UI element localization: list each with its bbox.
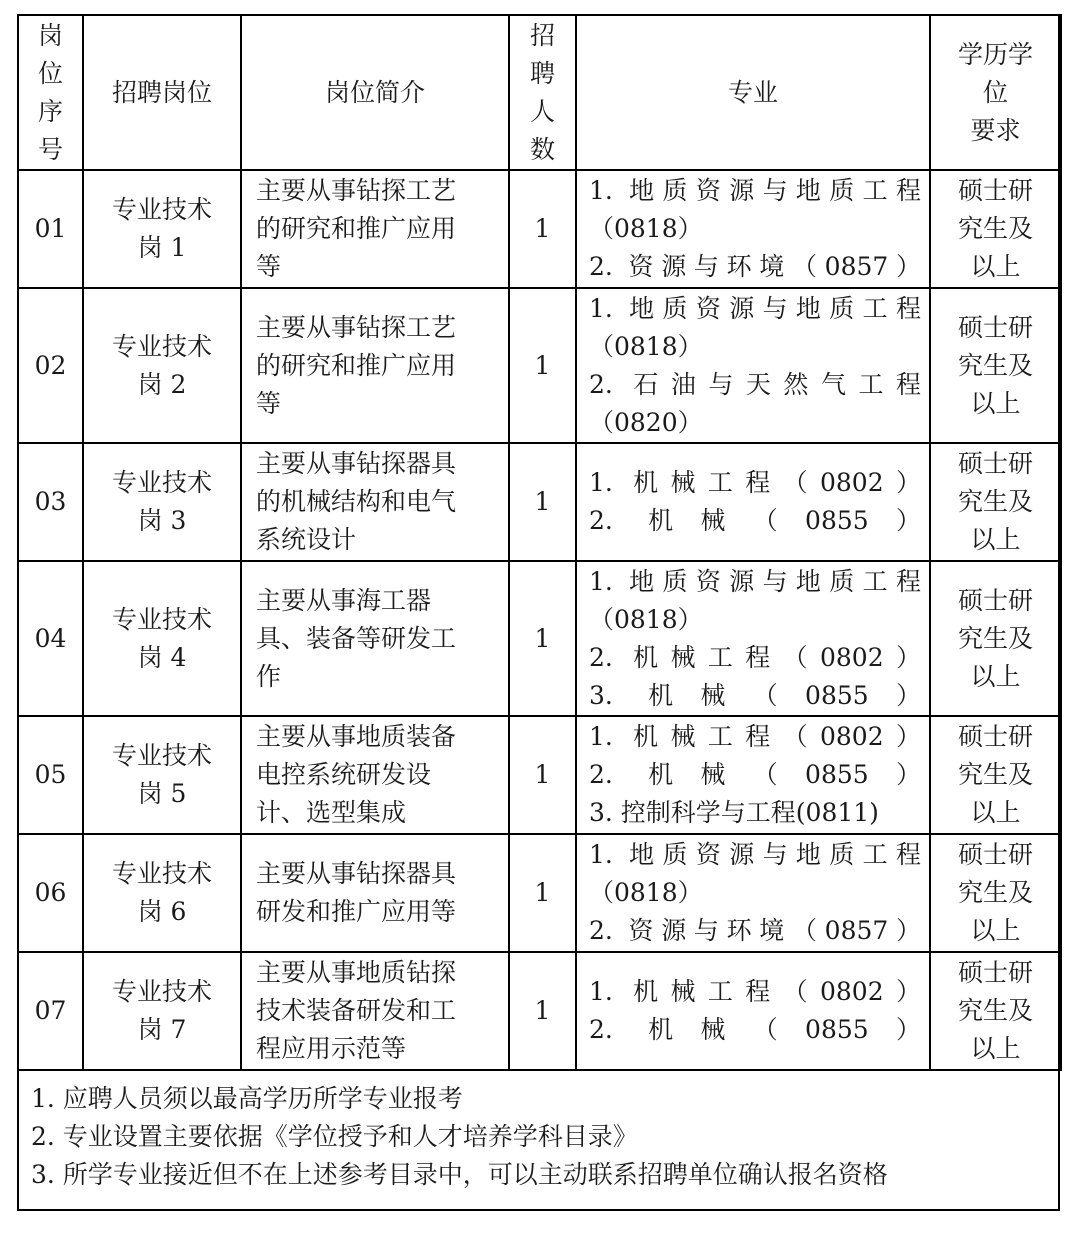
cell-line: 岗 6 bbox=[137, 897, 187, 926]
header-seq: 岗位序号 bbox=[18, 15, 83, 170]
cell-line: 究生及 bbox=[957, 487, 1033, 516]
cell-line: 专业技术 bbox=[111, 468, 212, 497]
cell-line: 1. 地质资源与地质工程 bbox=[589, 566, 921, 596]
cell-line: 专业技术 bbox=[111, 977, 212, 1006]
cell-degree bbox=[930, 952, 1061, 1070]
cell-count: 1 bbox=[509, 561, 576, 716]
recruitment-table bbox=[17, 14, 1062, 1071]
cell-line: 的研究和推广应用 bbox=[256, 214, 457, 243]
cell-line: 究生及 bbox=[957, 878, 1033, 907]
header-major: 专业 bbox=[576, 15, 930, 170]
cell-major bbox=[576, 952, 930, 1070]
cell-line: 以上 bbox=[970, 916, 1021, 945]
cell-line: 硕士研 bbox=[957, 176, 1033, 205]
cell-line: 硕士研 bbox=[957, 585, 1033, 615]
cell-line: 3. 机械（0855） bbox=[589, 680, 921, 710]
cell-line: 1. 地质资源与地质工程 bbox=[589, 840, 921, 869]
cell-line: 的研究和推广应用 bbox=[256, 350, 457, 380]
cell-line: 1. 机械工程（0802） bbox=[589, 977, 921, 1006]
cell-count: 1 bbox=[509, 170, 576, 288]
table-row bbox=[18, 716, 1061, 834]
cell-line: 2. 资源与环境（0857） bbox=[589, 252, 921, 281]
cell-line: 2. 机械工程（0802） bbox=[589, 642, 921, 672]
cell-line: 等 bbox=[256, 252, 282, 281]
cell-line: 专业技术 bbox=[111, 741, 212, 770]
cell-seq: 07 bbox=[18, 952, 83, 1070]
cell-desc bbox=[241, 443, 509, 561]
cell-line: 硕士研 bbox=[957, 312, 1033, 342]
cell-line: 1. 机械工程（0802） bbox=[589, 722, 921, 751]
cell-line: 主要从事地质装备 bbox=[256, 722, 457, 751]
cell-degree bbox=[930, 716, 1061, 834]
cell-line: 究生及 bbox=[957, 623, 1033, 653]
cell-degree bbox=[930, 288, 1061, 443]
cell-line: 3. 控制科学与工程(0811) bbox=[589, 798, 879, 827]
cell-line: 主要从事钻探工艺 bbox=[256, 312, 457, 342]
cell-line: 岗 3 bbox=[137, 506, 187, 535]
cell-line: 硕士研 bbox=[957, 840, 1033, 869]
cell-line: 硕士研 bbox=[957, 958, 1033, 987]
cell-line: 的机械结构和电气 bbox=[256, 487, 457, 516]
cell-line: 等 bbox=[256, 388, 282, 418]
cell-line: 以上 bbox=[970, 661, 1021, 691]
cell-line: 主要从事钻探器具 bbox=[256, 449, 457, 478]
cell-post bbox=[83, 716, 241, 834]
cell-line: 以上 bbox=[970, 525, 1021, 554]
cell-desc bbox=[241, 561, 509, 716]
cell-line: 专业技术 bbox=[111, 604, 212, 634]
cell-line: 专业技术 bbox=[111, 859, 212, 888]
cell-count: 1 bbox=[509, 716, 576, 834]
cell-line: 1. 地质资源与地质工程 bbox=[589, 176, 921, 205]
cell-line: 岗 2 bbox=[137, 369, 187, 399]
header-post: 招聘岗位 bbox=[83, 15, 241, 170]
cell-count: 1 bbox=[509, 443, 576, 561]
cell-line: 岗 7 bbox=[137, 1015, 187, 1044]
header-degree: 学历学 位 要求 bbox=[930, 15, 1061, 170]
cell-line: 具、装备等研发工 bbox=[256, 623, 457, 653]
cell-line: 1. 地质资源与地质工程 bbox=[589, 293, 921, 323]
cell-line: 究生及 bbox=[957, 996, 1033, 1025]
cell-line: 究生及 bbox=[957, 350, 1033, 380]
header-desc: 岗位简介 bbox=[241, 15, 509, 170]
cell-desc bbox=[241, 952, 509, 1070]
cell-post bbox=[83, 952, 241, 1070]
cell-line: 硕士研 bbox=[957, 722, 1033, 751]
cell-count: 1 bbox=[509, 288, 576, 443]
cell-major bbox=[576, 716, 930, 834]
cell-major bbox=[576, 443, 930, 561]
cell-degree bbox=[930, 561, 1061, 716]
table-row bbox=[18, 952, 1061, 1070]
cell-line: 研发和推广应用等 bbox=[256, 897, 457, 926]
table-row bbox=[18, 561, 1061, 716]
header-count: 招聘人数 bbox=[509, 15, 576, 170]
cell-seq: 04 bbox=[18, 561, 83, 716]
cell-line: 电控系统研发设 bbox=[256, 760, 432, 789]
cell-post bbox=[83, 561, 241, 716]
cell-seq: 06 bbox=[18, 834, 83, 952]
cell-degree bbox=[930, 170, 1061, 288]
table-row bbox=[18, 834, 1061, 952]
cell-line: 究生及 bbox=[957, 760, 1033, 789]
cell-major bbox=[576, 170, 930, 288]
cell-desc bbox=[241, 170, 509, 288]
cell-seq: 03 bbox=[18, 443, 83, 561]
cell-post bbox=[83, 288, 241, 443]
cell-post bbox=[83, 170, 241, 288]
cell-line: （0818） bbox=[589, 604, 703, 634]
cell-line: （0818） bbox=[589, 331, 703, 361]
cell-line: （0818） bbox=[589, 214, 703, 243]
cell-line: 计、选型集成 bbox=[256, 798, 407, 827]
cell-line: 岗 5 bbox=[137, 779, 187, 808]
cell-degree bbox=[930, 443, 1061, 561]
cell-seq: 02 bbox=[18, 288, 83, 443]
table-header-row bbox=[18, 15, 1061, 170]
cell-line: （0820） bbox=[589, 407, 703, 437]
cell-major bbox=[576, 834, 930, 952]
cell-line: 以上 bbox=[970, 798, 1021, 827]
cell-line: 究生及 bbox=[957, 214, 1033, 243]
cell-line: 岗 4 bbox=[137, 642, 187, 672]
cell-line: 作 bbox=[256, 661, 282, 691]
table-row bbox=[18, 443, 1061, 561]
note-line: 2. 专业设置主要依据《学位授予和人才培养学科目录》 bbox=[31, 1122, 638, 1151]
cell-line: 主要从事地质钻探 bbox=[256, 958, 457, 987]
cell-seq: 01 bbox=[18, 170, 83, 288]
cell-line: 主要从事钻探器具 bbox=[256, 859, 457, 888]
cell-major bbox=[576, 561, 930, 716]
cell-desc bbox=[241, 288, 509, 443]
cell-degree bbox=[930, 834, 1061, 952]
cell-line: 岗 1 bbox=[137, 233, 187, 262]
cell-desc bbox=[241, 834, 509, 952]
cell-line: 2. 机械（0855） bbox=[589, 506, 921, 535]
cell-line: 2. 石油与天然气工程 bbox=[589, 369, 921, 399]
note-line: 3. 所学专业接近但不在上述参考目录中，可以主动联系招聘单位确认报名资格 bbox=[31, 1160, 888, 1189]
cell-desc bbox=[241, 716, 509, 834]
cell-post bbox=[83, 443, 241, 561]
cell-line: 专业技术 bbox=[111, 195, 212, 224]
cell-line: 1. 机械工程（0802） bbox=[589, 468, 921, 497]
cell-line: 主要从事钻探工艺 bbox=[256, 176, 457, 205]
cell-line: 以上 bbox=[970, 1034, 1021, 1063]
cell-line: 系统设计 bbox=[256, 525, 357, 554]
note-line: 1. 应聘人员须以最高学历所学专业报考 bbox=[31, 1084, 463, 1113]
notes-box bbox=[19, 1066, 1058, 1209]
cell-line: 2. 资源与环境（0857） bbox=[589, 916, 921, 945]
table-row bbox=[18, 170, 1061, 288]
cell-count: 1 bbox=[509, 952, 576, 1070]
cell-major bbox=[576, 288, 930, 443]
cell-line: 技术装备研发和工 bbox=[256, 996, 457, 1025]
cell-line: 程应用示范等 bbox=[256, 1034, 407, 1063]
cell-line: （0818） bbox=[589, 878, 703, 907]
table-row bbox=[18, 288, 1061, 443]
cell-line: 2. 机械（0855） bbox=[589, 1015, 921, 1044]
cell-line: 以上 bbox=[970, 252, 1021, 281]
cell-line: 硕士研 bbox=[957, 449, 1033, 478]
cell-line: 专业技术 bbox=[111, 331, 212, 361]
cell-count: 1 bbox=[509, 834, 576, 952]
cell-seq: 05 bbox=[18, 716, 83, 834]
cell-line: 2. 机械（0855） bbox=[589, 760, 921, 789]
cell-line: 主要从事海工器 bbox=[256, 585, 432, 615]
cell-line: 以上 bbox=[970, 388, 1021, 418]
cell-post bbox=[83, 834, 241, 952]
